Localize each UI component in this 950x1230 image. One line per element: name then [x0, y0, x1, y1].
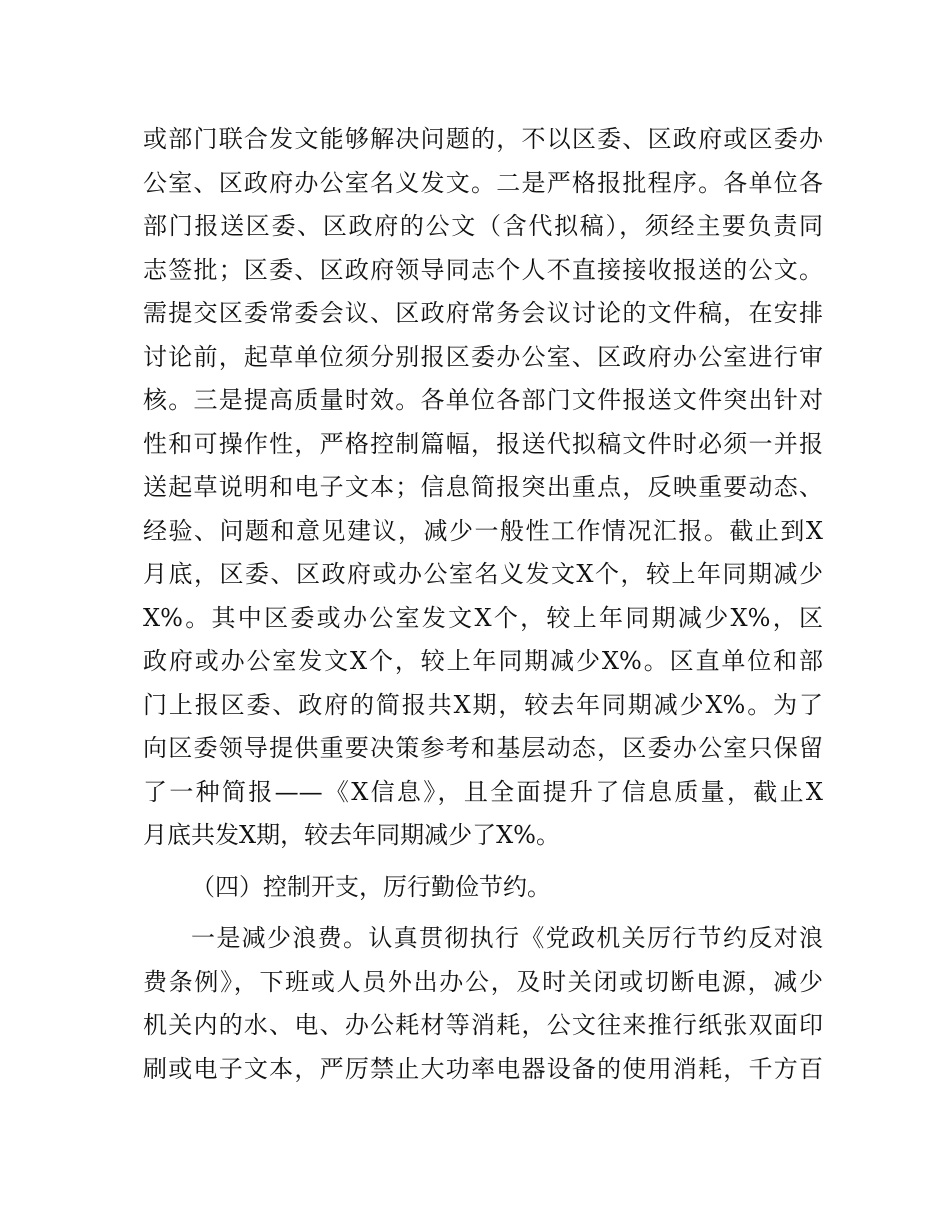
paragraph-line: 刷或电子文本，严厉禁止大功率电器设备的使用消耗，千方百: [143, 1054, 823, 1083]
paragraph-line: 一是减少浪费。认真贯彻执行《党政机关厉行节约反对浪: [191, 924, 823, 952]
paragraph-line: 送起草说明和电子文本；信息简报突出重点，反映重要动态、: [143, 473, 823, 501]
paragraph-line: 向区委领导提供重要决策参考和基层动态，区委办公室只保留: [143, 734, 823, 762]
paragraph-line: 了一种简报——《X信息》，且全面提升了信息质量，截止X: [143, 777, 823, 806]
paragraph-line: 机关内的水、电、办公耗材等消耗，公文往来推行纸张双面印: [143, 1011, 823, 1039]
paragraph-gap: [143, 909, 823, 917]
paragraph-line: 公室、区政府办公室名义发文。二是严格报批程序。各单位各: [143, 168, 823, 197]
paragraph-line: 核。三是提高质量时效。各单位各部门文件报送文件突出针对: [143, 386, 823, 414]
paragraph-line: 需提交区委常委会议、区政府常务会议讨论的文件稿，在安排: [143, 299, 823, 327]
paragraph-line: 性和可操作性，严格控制篇幅，报送代拟稿文件时必须一并报: [143, 429, 823, 458]
paragraph-2: [143, 917, 823, 1091]
document-body: [143, 118, 823, 1091]
paragraph-line: 经验、问题和意见建议，减少一般性工作情况汇报。截止到X: [143, 516, 823, 545]
paragraph-gap: [143, 858, 823, 866]
paragraph-line: 月底，区委、区政府或办公室名义发文X个，较上年同期减少: [143, 560, 823, 588]
section-heading: （四）控制开支，厉行勤俭节约。: [191, 872, 551, 901]
paragraph-line: 月底共发X期，较去年同期减少了X%。: [143, 821, 560, 849]
paragraph-line: 部门报送区委、区政府的公文（含代拟稿），须经主要负责同: [143, 212, 823, 240]
paragraph-line: X%。其中区委或办公室发文X个，较上年同期减少X%，区: [143, 603, 823, 632]
paragraph-line: 门上报区委、政府的简报共X期，较去年同期减少X%。为了: [143, 690, 823, 719]
paragraph-line: 费条例》，下班或人员外出办公，及时关闭或切断电源，减少: [143, 967, 823, 996]
paragraph-line: 讨论前，起草单位须分别报区委办公室、区政府办公室进行审: [143, 342, 823, 371]
paragraph-line: 政府或办公室发文X个，较上年同期减少X%。区直单位和部: [143, 647, 823, 675]
paragraph-1: [143, 118, 823, 858]
paragraph-line: 或部门联合发文能够解决问题的，不以区委、区政府或区委办: [143, 125, 823, 153]
paragraph-line: 志签批；区委、区政府领导同志个人不直接接收报送的公文。: [143, 255, 823, 284]
